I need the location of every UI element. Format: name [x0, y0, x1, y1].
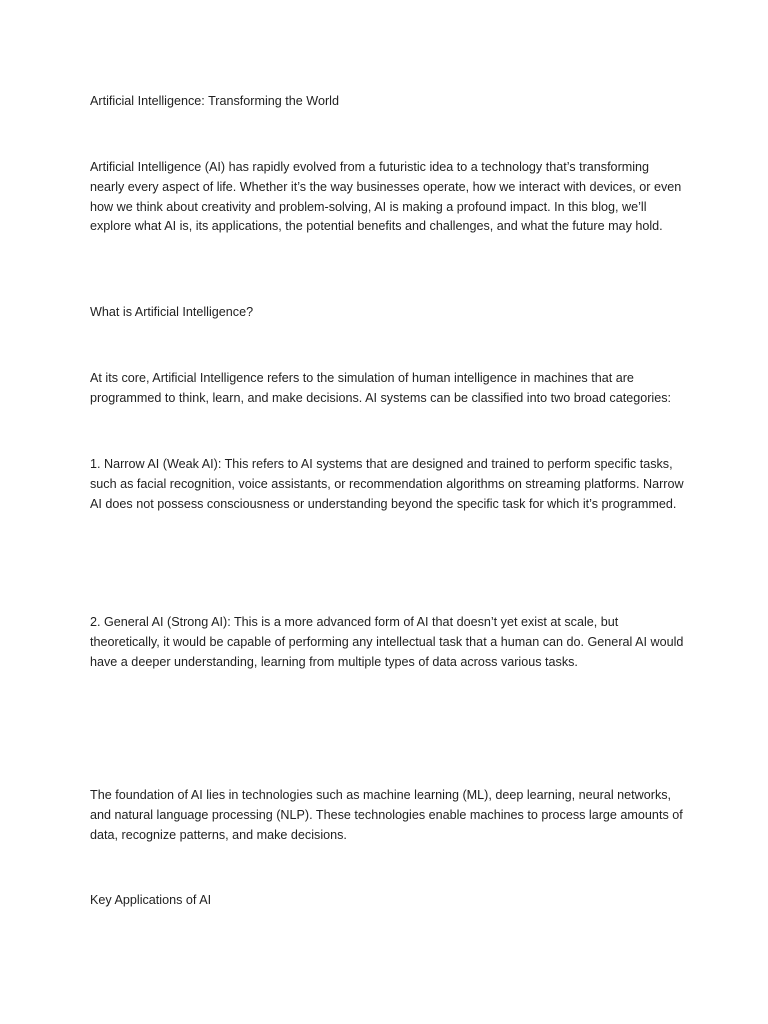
foundation-paragraph: The foundation of AI lies in technologies such as machine learning (ML), deep learning, neural networks, and natural language processing (NLP). These technologies enable machines to process large amounts of data, recognize patterns, and make decisions.	[90, 788, 683, 842]
narrow-ai-paragraph: 1. Narrow AI (Weak AI): This refers to AI systems that are designed and trained to perform specific tasks, such as facial recognition, voice assistants, or recommendation algorithms on streaming platforms. Narrow AI does not possess consciousness or understanding beyond the specific task for which it’s programmed.	[90, 457, 684, 511]
section-heading-what-is-ai: What is Artificial Intelligence?	[90, 305, 254, 319]
section-heading-key-applications: Key Applications of AI	[90, 893, 212, 907]
intro-paragraph: Artificial Intelligence (AI) has rapidly evolved from a futuristic idea to a technology that’s transforming nearly every aspect of life. Whether it’s the way businesses operate, how we interact with devices, or even how we think about creativity and problem-solving, AI is making a profound impact. In this blog, we’ll explore what AI is, its applications, the potential benefits and challenges, and what the future may hold.	[90, 160, 682, 234]
document-title: Artificial Intelligence: Transforming the World	[90, 94, 339, 108]
core-definition-paragraph: At its core, Artificial Intelligence refers to the simulation of human intelligence in machines that are programmed to think, learn, and make decisions. AI systems can be classified into two broad categories:	[90, 371, 672, 405]
general-ai-paragraph: 2. General AI (Strong AI): This is a more advanced form of AI that doesn’t yet exist at scale, but theoretically, it would be capable of performing any intellectual task that a human can do. General AI would have a deeper understanding, learning from multiple types of data across various tasks.	[90, 615, 684, 669]
